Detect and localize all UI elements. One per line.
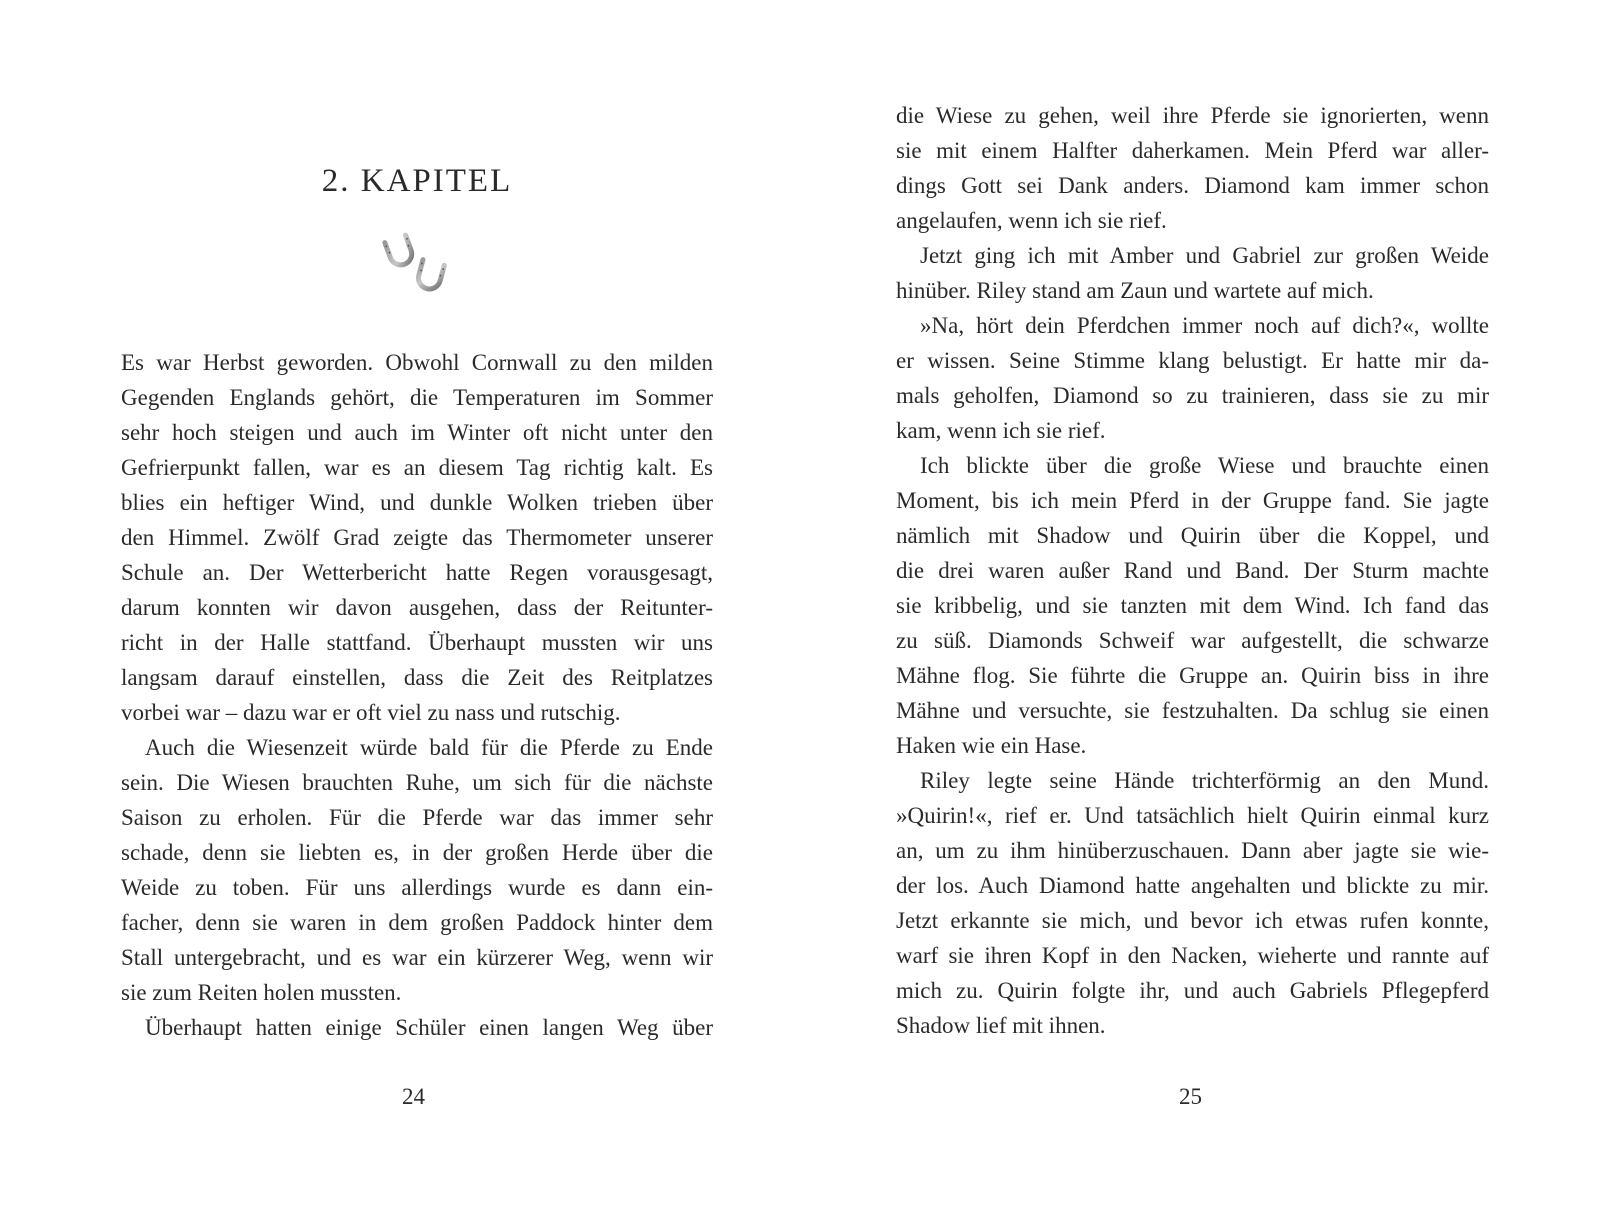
text-line: warf sie ihren Kopf in den Nacken, wieherte und rannte auf [896, 943, 1489, 968]
text-line: darum konnten wir davon ausgehen, dass der Reitunter- [121, 595, 713, 620]
text-line: Mähne und versuchte, sie festzuhalten. Da schlug sie einen [896, 698, 1489, 723]
text-line: an, um zu ihm hinüberzuschauen. Dann aber jagte sie wie- [896, 838, 1489, 863]
horseshoes-icon [378, 228, 458, 308]
text-line: Jetzt ging ich mit Amber und Gabriel zur großen Weide [920, 243, 1489, 268]
text-line: Schule an. Der Wetterbericht hatte Regen vorausgesagt, [121, 560, 713, 585]
text-line: facher, denn sie waren in dem großen Paddock hinter dem [121, 910, 713, 935]
page-number-left: 24 [402, 1084, 425, 1109]
page-number-right: 25 [1179, 1084, 1202, 1109]
text-line: kam, wenn ich sie rief. [896, 418, 1106, 443]
text-line: den Himmel. Zwölf Grad zeigte das Thermometer unserer [121, 525, 713, 550]
text-line: sie zum Reiten holen mussten. [121, 980, 402, 1005]
text-line: Gegenden Englands gehört, die Temperaturen im Sommer [121, 385, 713, 410]
chapter-title: 2. KAPITEL [321, 163, 513, 199]
text-line: sie kribbelig, und sie tanzten mit dem Wind. Ich fand das [896, 593, 1489, 618]
text-line: sein. Die Wiesen brauchten Ruhe, um sich für die nächste [121, 770, 713, 795]
text-line: Es war Herbst geworden. Obwohl Cornwall zu den milden [121, 350, 713, 375]
text-line: Saison zu erholen. Für die Pferde war das immer sehr [121, 805, 713, 830]
text-line: schade, denn sie liebten es, in der großen Herde über die [121, 840, 713, 865]
text-line: Weide zu toben. Für uns allerdings wurde es dann ein- [121, 875, 713, 900]
text-line: Stall untergebracht, und es war ein kürzerer Weg, wenn wir [121, 945, 713, 970]
text-line: Mähne flog. Sie führte die Gruppe an. Quirin biss in ihre [896, 663, 1489, 688]
text-line: Riley legte seine Hände trichterförmig an den Mund. [920, 768, 1489, 793]
text-line: der los. Auch Diamond hatte angehalten und blickte zu mir. [896, 873, 1489, 898]
text-line: dings Gott sei Dank anders. Diamond kam immer schon [896, 173, 1489, 198]
text-line: »Na, hört dein Pferdchen immer noch auf dich?«, wollte [920, 313, 1489, 338]
text-line: Shadow lief mit ihnen. [896, 1013, 1106, 1038]
text-line: Jetzt erkannte sie mich, und bevor ich etwas rufen konnte, [896, 908, 1489, 933]
text-line: sie mit einem Halfter daherkamen. Mein Pferd war aller- [896, 138, 1489, 163]
text-line: vorbei war – dazu war er oft viel zu nass und rutschig. [121, 700, 621, 725]
text-line: Haken wie ein Hase. [896, 733, 1087, 758]
text-line: Moment, bis ich mein Pferd in der Gruppe fand. Sie jagte [896, 488, 1489, 513]
text-line: Ich blickte über die große Wiese und brauchte einen [920, 453, 1489, 478]
text-line: hinüber. Riley stand am Zaun und wartete auf mich. [896, 278, 1374, 303]
text-line: zu süß. Diamonds Schweif war aufgestellt, die schwarze [896, 628, 1489, 653]
text-line: blies ein heftiger Wind, und dunkle Wolken trieben über [121, 490, 713, 515]
text-line: nämlich mit Shadow und Quirin über die Koppel, und [896, 523, 1489, 548]
text-line: die Wiese zu gehen, weil ihre Pferde sie ignorierten, wenn [896, 103, 1489, 128]
text-line: Auch die Wiesenzeit würde bald für die Pferde zu Ende [145, 735, 713, 760]
text-line: Gefrierpunkt fallen, war es an diesem Tag richtig kalt. Es [121, 455, 713, 480]
text-line: Überhaupt hatten einige Schüler einen langen Weg über [145, 1015, 713, 1040]
text-line: richt in der Halle stattfand. Überhaupt mussten wir uns [121, 630, 713, 655]
text-line: mich zu. Quirin folgte ihr, und auch Gabriels Pflegepferd [896, 978, 1489, 1003]
text-line: mals geholfen, Diamond so zu trainieren, dass sie zu mir [896, 383, 1489, 408]
text-line: »Quirin!«, rief er. Und tatsächlich hielt Quirin einmal kurz [896, 803, 1489, 828]
text-line: er wissen. Seine Stimme klang belustigt. Er hatte mir da- [896, 348, 1489, 373]
text-line: die drei waren außer Rand und Band. Der Sturm machte [896, 558, 1489, 583]
text-line: angelaufen, wenn ich sie rief. [896, 208, 1167, 233]
text-line: sehr hoch steigen und auch im Winter oft nicht unter den [121, 420, 713, 445]
text-line: langsam darauf einstellen, dass die Zeit des Reitplatzes [121, 665, 713, 690]
